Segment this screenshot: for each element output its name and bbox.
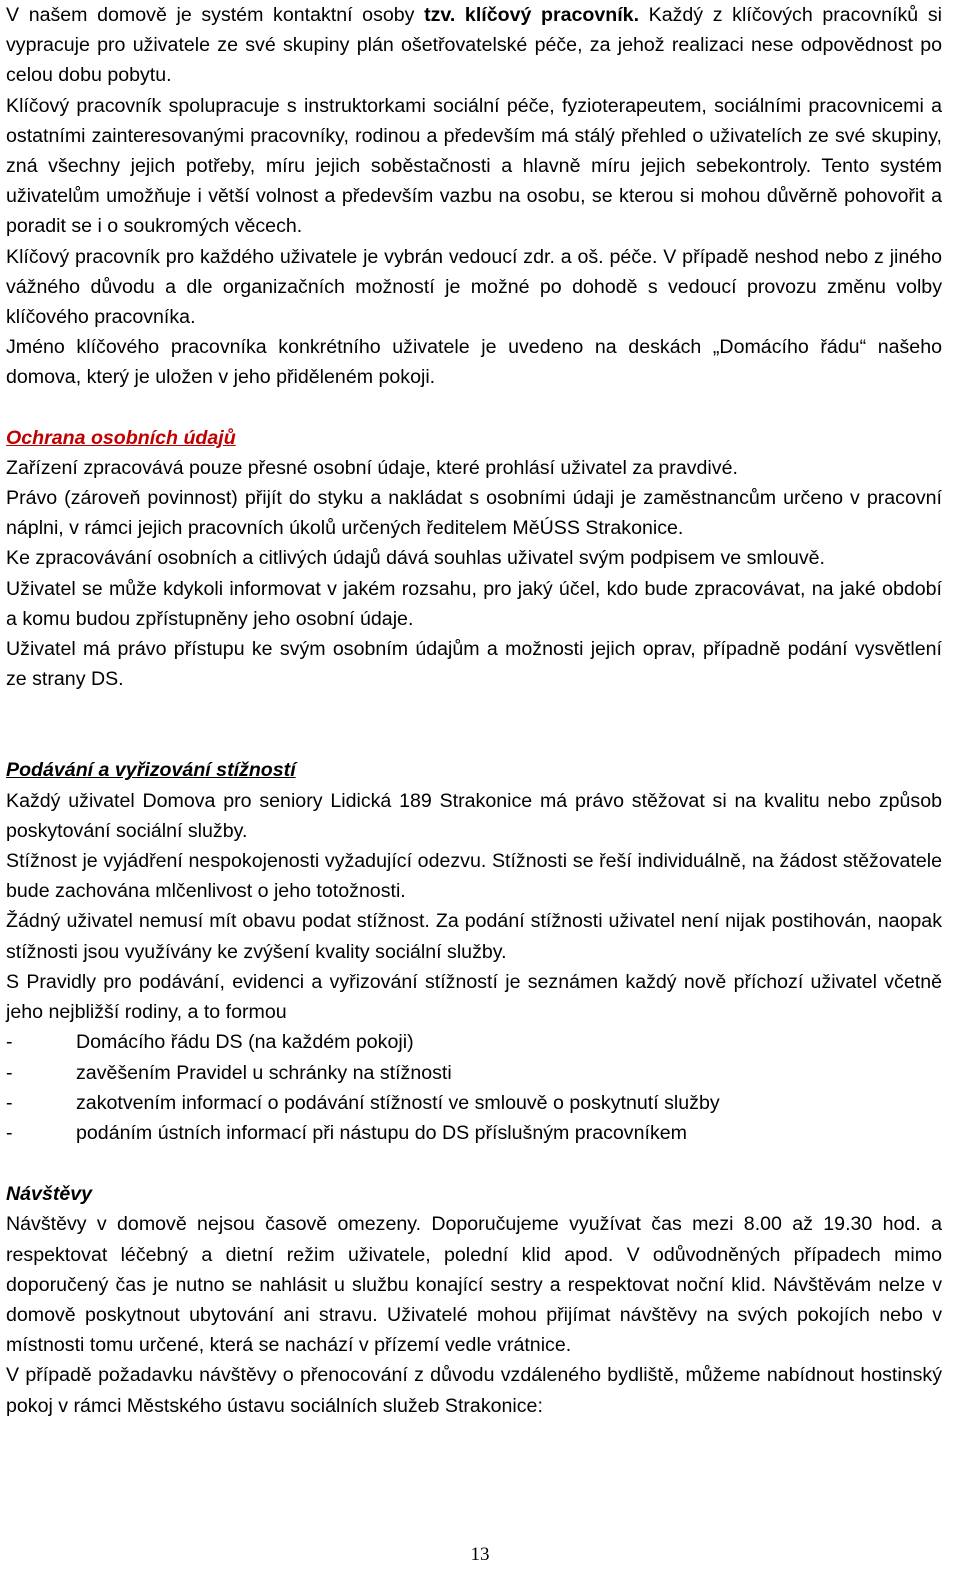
intro-text-start: V našem domově je systém kontaktní osoby	[6, 4, 425, 26]
list-dash: -	[6, 1091, 13, 1114]
complaints-paragraph-1: Každý uživatel Domova pro seniory Lidická 189 Strakonice má právo stěžovat si na kvalitu nebo způsob poskytování sociální služby.	[6, 789, 942, 842]
section-spacer	[6, 393, 942, 423]
intro-text-rest: Každý z klíčových pracovníků si vypracuje pro uživatele ze své skupiny plán ošetřovatelské péče, za jehož realizaci nese odpovědnost po celou dobu pobytu.	[6, 4, 942, 87]
list-item	[6, 1058, 942, 1088]
privacy-paragraph-4: Uživatel se může kdykoli informovat v jakém rozsahu, pro jaký účel, kdo bude zpracovávat, na jaké období a komu budou zpřístupněny jeho osobní údaje.	[6, 577, 942, 630]
visits-paragraph-1: Návštěvy v domově nejsou časově omezeny. Doporučujeme využívat čas mezi 8.00 až 19.30 hod. a respektovat léčebný a dietní režim uživatele, polední klid apod. V odůvodněných případech mimo doporučený čas je nutno se nahlásit u službu konající sestry a respektovat noční klid. Návštěvám nelze v domově poskytnout ubytování ani stravu. Uživatelé mohou přijímat návštěvy na svých pokojích nebo v místnosti tomu určené, která se nachází v přízemí vedle vrátnice.	[6, 1213, 942, 1357]
visits-paragraph-2: V případě požadavku návštěvy o přenocování z důvodu vzdáleného bydliště, můžeme nabídnout hostinský pokoj v rámci Městského ústavu sociálních služeb Strakonice:	[6, 1364, 942, 1417]
complaints-heading	[6, 755, 942, 785]
intro-paragraph-4: Jméno klíčového pracovníka konkrétního uživatele je uvedeno na deskách „Domácího řádu“ našeho domova, který je uložen v jeho přiděleném pokoji.	[6, 336, 942, 389]
key-worker-term: tzv. klíčový pracovník.	[424, 4, 640, 26]
list-item-text: Domácího řádu DS (na každém pokoji)	[76, 1031, 414, 1054]
list-dash: -	[6, 1121, 13, 1144]
privacy-paragraph-5: Uživatel má právo přístupu ke svým osobním údajům a možnosti jejich oprav, případně podání vysvětlení ze strany DS.	[6, 638, 942, 691]
complaints-paragraph-4: S Pravidly pro podávání, evidenci a vyřizování stížností je seznámen každý nově příchozí uživatel včetně jeho nejbližší rodiny, a to formou	[6, 970, 942, 1024]
list-dash: -	[6, 1031, 13, 1054]
intro-paragraph-3: Klíčový pracovník pro každého uživatele je vybrán vedoucí zdr. a oš. péče. V případě neshod nebo z jiného vážného důvodu a dle organizačních možností je možné po dohodě s vedoucí provozu změnu volby klíčového pracovníka.	[6, 245, 942, 329]
privacy-paragraph-1: Zařízení zpracovává pouze přesné osobní údaje, které prohlásí uživatel za pravdivé.	[6, 456, 738, 479]
privacy-heading	[6, 423, 942, 453]
privacy-paragraph-2: Právo (zároveň povinnost) přijít do styku a nakládat s osobními údaji je zaměstnancům určeno v pracovní náplni, v rámci jejich pracovních úkolů určených ředitelem MěÚSS Strakonice.	[6, 487, 942, 540]
page-number: 13	[470, 1544, 490, 1565]
intro-paragraph-2: Klíčový pracovník spolupracuje s instruktorkami sociální péče, fyzioterapeutem, sociálními pracovnicemi a ostatními zainteresovanými pracovníky, rodinou a především má stálý přehled o uživatelích ze své skupiny, zná všechny jejich potřeby, míru jejich soběstačnosti a hlavně míru jejich sebekontroly. Tento systém uživatelům umožňuje i větší volnost a především vazbu na osobu, se kterou si mohou důvěrně pohovořit a poradit se i o soukromých věcech.	[6, 94, 942, 238]
list-dash: -	[6, 1061, 13, 1084]
list-item-text: zakotvením informací o podávání stížností ve smlouvě o poskytnutí služby	[76, 1091, 720, 1114]
intro-paragraph-1	[6, 0, 942, 91]
document-page	[6, 0, 942, 1421]
complaints-heading-text: Podávání a vyřizování stížností	[6, 759, 296, 782]
section-spacer	[6, 694, 942, 755]
list-item-text: zavěšením Pravidel u schránky na stížnosti	[76, 1061, 452, 1084]
visits-heading: Návštěvy	[6, 1183, 93, 1206]
complaints-paragraph-3: Žádný uživatel nemusí mít obavu podat stížnost. Za podání stížnosti uživatel není nijak postihován, naopak stížnosti jsou využívány ke zvýšení kvality sociální služby.	[6, 910, 942, 963]
privacy-heading-text: Ochrana osobních údajů	[6, 426, 236, 449]
section-spacer	[6, 1148, 942, 1179]
privacy-paragraph-3: Ke zpracovávání osobních a citlivých údajů dává souhlas uživatel svým podpisem ve smlouvě.	[6, 547, 826, 570]
list-item-text: podáním ústních informací při nástupu do DS příslušným pracovníkem	[76, 1121, 687, 1144]
list-item	[6, 1088, 942, 1118]
complaints-paragraph-2: Stížnost je vyjádření nespokojenosti vyžadující odezvu. Stížnosti se řeší individuálně, na žádost stěžovatele bude zachována mlčenlivost o jeho totožnosti.	[6, 850, 942, 903]
list-item	[6, 1027, 942, 1057]
list-item	[6, 1118, 942, 1148]
